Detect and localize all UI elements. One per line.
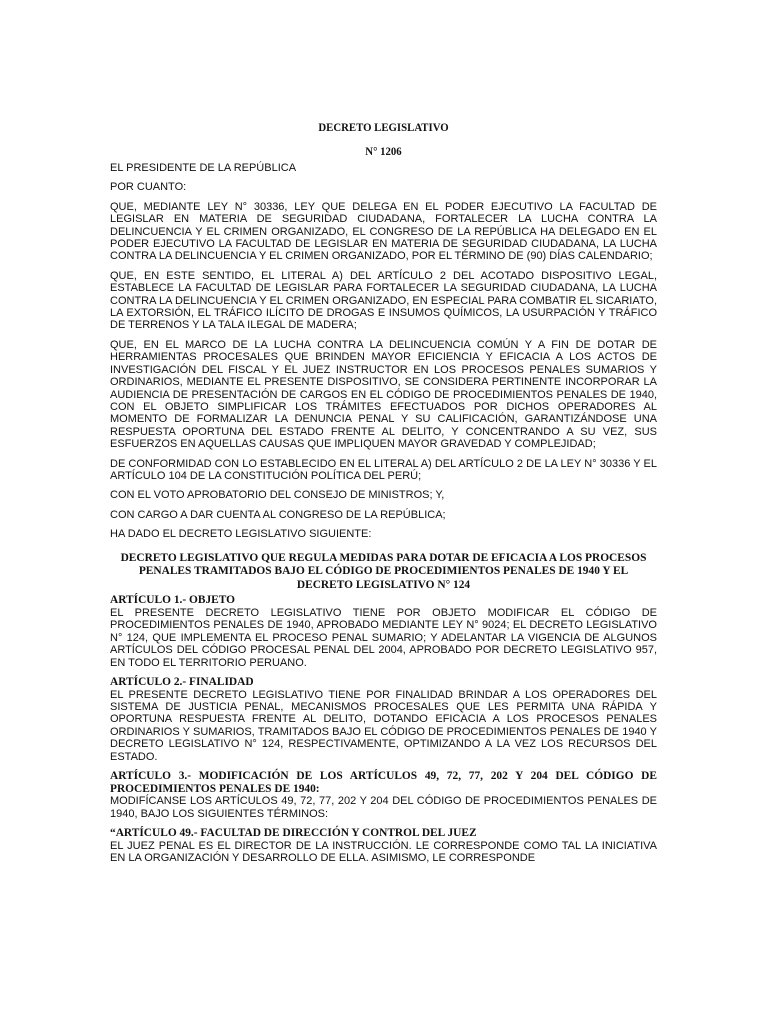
preamble-paragraph: EL PRESIDENTE DE LA REPÚBLICA	[110, 162, 297, 174]
article-body: MODIFÍCANSE LOS ARTÍCULOS 49, 72, 77, 202 Y 204 DEL CÓDIGO DE PROCEDIMIENTOS PENALES DE 1940, BAJO LOS SIGUIENTES TÉRMINOS:	[110, 795, 657, 820]
article-body: EL JUEZ PENAL ES EL DIRECTOR DE LA INSTRUCCIÓN. LE CORRESPONDE COMO TAL LA INICIATIVA EN LA ORGANIZACIÓN Y DESARROLLO DE ELLA. ASIMISMO, LE CORRESPONDE	[110, 839, 657, 864]
preamble-paragraph: QUE, EN ESTE SENTIDO, EL LITERAL A) DEL ARTÍCULO 2 DEL ACOTADO DISPOSITIVO LEGAL, ESTABLECE LA FACULTAD DE LEGISLAR PARA FORTALECER LA SEGURIDAD CIUDADANA, LA LUCHA CONTRA LA DELINCUENCIA Y EL CRIMEN ORGANIZADO, EN ESPECIAL PARA COMBATIR EL SICARIATO, LA EXTORSIÓN, EL TRÁFICO ILÍCITO DE DROGAS E INSUMOS QUÍMICOS, LA USURPACIÓN Y TRÁFICO DE TERRENOS Y LA TALA ILEGAL DE MADERA;	[110, 269, 657, 332]
decree-heading: DECRETO LEGISLATIVO QUE REGULA MEDIDAS PARA DOTAR DE EFICACIA A LOS PROCESOS PENALES TRAMITADOS BAJO EL CÓDIGO DE PROCEDIMIENTOS PENALES DE 1940 Y EL DECRETO LEGISLATIVO N° 124	[120, 551, 647, 591]
article-title: “ARTÍCULO 49.- FACULTAD DE DIRECCIÓN Y CONTROL DEL JUEZ	[110, 827, 477, 839]
preamble-paragraph: QUE, EN EL MARCO DE LA LUCHA CONTRA LA DELINCUENCIA COMÚN Y A FIN DE DOTAR DE HERRAMIENTAS PROCESALES QUE BRINDEN MAYOR EFICIENCIA Y EFICACIA A LOS ACTOS DE INVESTIGACIÓN DEL FISCAL Y EL JUEZ INSTRUCTOR EN LOS PROCESOS PENALES SUMARIOS Y ORDINARIOS, MEDIANTE EL PRESENTE DISPOSITIVO, SE CONSIDERA PERTINENTE INCORPORAR LA AUDIENCIA DE PRESENTACIÓN DE CARGOS EN EL CÓDIGO DE PROCEDIMIENTOS PENALES DE 1940, CON EL OBJETO SIMPLIFICAR LOS TRÁMITES EFECTUADOS POR DICHOS OPERADORES AL MOMENTO DE FORMALIZAR LA DENUNCIA PENAL Y SU CALIFICACIÓN, GARANTIZÁNDOSE UNA RESPUESTA OPORTUNA DEL ESTADO FRENTE AL DELITO, Y CONCENTRANDO A SU VEZ, SUS ESFUERZOS EN AQUELLAS CAUSAS QUE IMPLIQUEN MAYOR GRAVEDAD Y COMPLEJIDAD;	[110, 338, 657, 451]
preamble-paragraph: CON EL VOTO APROBATORIO DEL CONSEJO DE MINISTROS; Y,	[110, 489, 445, 502]
document-page	[110, 118, 657, 871]
article-3	[110, 770, 657, 820]
preamble-paragraph: HA DADO EL DECRETO LEGISLATIVO SIGUIENTE:	[110, 528, 372, 541]
article-title: ARTÍCULO 3.- MODIFICACIÓN DE LOS ARTÍCULOS 49, 72, 77, 202 Y 204 DEL CÓDIGO DE PROCEDIMIENTOS PENALES DE 1940:	[110, 770, 657, 795]
article-1	[110, 594, 657, 669]
preamble-paragraph: QUE, MEDIANTE LEY N° 30336, LEY QUE DELEGA EN EL PODER EJECUTIVO LA FACULTAD DE LEGISLAR EN MATERIA DE SEGURIDAD CIUDADANA, FORTALECER LA LUCHA CONTRA LA DELINCUENCIA Y EL CRIMEN ORGANIZADO, EL CONGRESO DE LA REPÚBLICA HA DELEGADO EN EL PODER EJECUTIVO LA FACULTAD DE LEGISLAR EN MATERIA DE SEGURIDAD CIUDADANA, LA LUCHA CONTRA LA DELINCUENCIA Y EL CRIMEN ORGANIZADO, POR EL TÉRMINO DE (90) DÍAS CALENDARIO;	[110, 200, 657, 263]
preamble-paragraph: CON CARGO A DAR CUENTA AL CONGRESO DE LA REPÚBLICA;	[110, 508, 446, 521]
article-body: EL PRESENTE DECRETO LEGISLATIVO TIENE POR OBJETO MODIFICAR EL CÓDIGO DE PROCEDIMIENTOS PENALES DE 1940, APROBADO MEDIANTE LEY N° 9024; EL DECRETO LEGISLATIVO N° 124, QUE IMPLEMENTA EL PROCESO PENAL SUMARIO; Y ADELANTAR LA VIGENCIA DE ALGUNOS ARTÍCULOS DEL CÓDIGO PROCESAL PENAL DEL 2004, APROBADO POR DECRETO LEGISLATIVO 957, EN TODO EL TERRITORIO PERUANO.	[110, 606, 657, 669]
article-2	[110, 676, 657, 763]
decree-number: N° 1206	[365, 145, 402, 158]
preamble-paragraph: DE CONFORMIDAD CON LO ESTABLECIDO EN EL LITERAL A) DEL ARTÍCULO 2 DE LA LEY N° 30336 Y EL ARTÍCULO 104 DE LA CONSTITUCIÓN POLÍTICA DEL PERÚ;	[110, 457, 657, 482]
article-49	[110, 827, 657, 864]
article-body: EL PRESENTE DECRETO LEGISLATIVO TIENE POR FINALIDAD BRINDAR A LOS OPERADORES DEL SISTEMA DE JUSTICIA PENAL, MECANISMOS PROCESALES QUE LES PERMITA UNA RÁPIDA Y OPORTUNA RESPUESTA FRENTE AL DELITO, DOTANDO EFICACIA A LOS PROCESOS PENALES ORDINARIOS Y SUMARIOS, TRAMITADOS BAJO EL CÓDIGO DE PROCEDIMIENTOS PENALES DE 1940 Y DECRETO LEGISLATIVO N° 124, RESPECTIVAMENTE, OPTIMIZANDO A LA VEZ LOS RECURSOS DEL ESTADO.	[110, 688, 657, 763]
preamble-paragraph: POR CUANTO:	[110, 181, 187, 194]
article-title: ARTÍCULO 2.- FINALIDAD	[110, 675, 254, 688]
document-title: DECRETO LEGISLATIVO	[318, 121, 449, 134]
article-title: ARTÍCULO 1.- OBJETO	[110, 594, 236, 607]
